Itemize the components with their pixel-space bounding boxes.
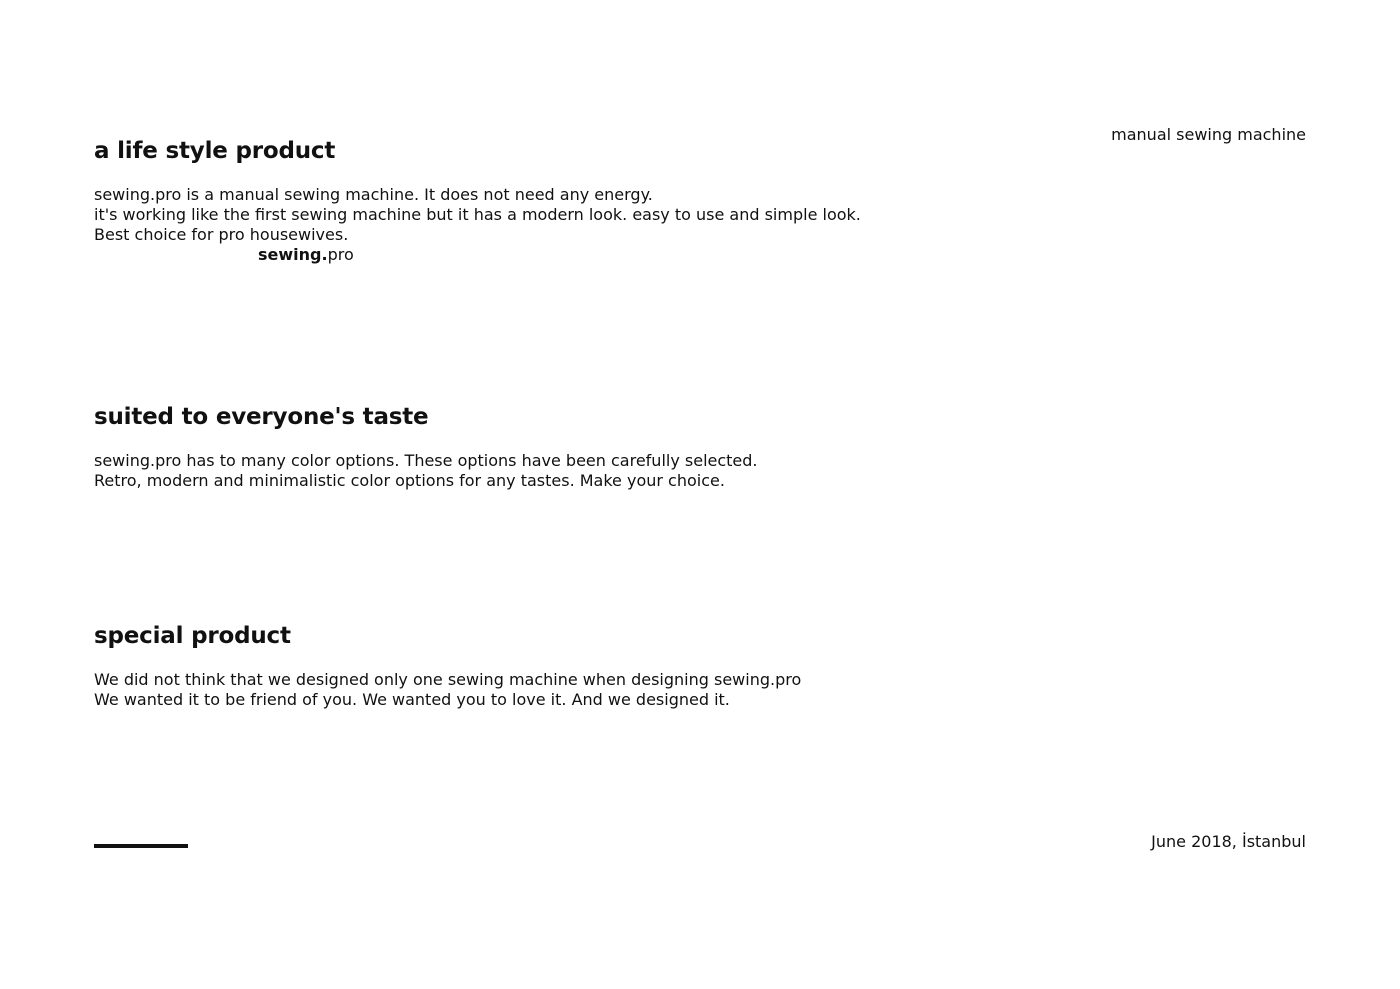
paragraph-line: We did not think that we designed only one sewing machine when designing sewing.pro: [94, 670, 802, 689]
section-body: [94, 451, 994, 491]
brand-signature-regular: pro: [327, 245, 354, 264]
paragraph-line: Best choice for pro housewives.: [94, 225, 349, 244]
document-subtitle: manual sewing machine: [1111, 125, 1306, 144]
section-body: [94, 185, 994, 265]
section-title: a life style product: [94, 138, 336, 164]
section-life-style-product: [94, 137, 994, 265]
section-special-product: [94, 622, 994, 710]
footer-divider: [94, 844, 188, 848]
paragraph-line: We wanted it to be friend of you. We wanted you to love it. And we designed it.: [94, 690, 730, 709]
section-title: suited to everyone's taste: [94, 404, 429, 430]
date-place: June 2018, İstanbul: [1151, 832, 1306, 851]
paragraph-line: Retro, modern and minimalistic color options for any tastes. Make your choice.: [94, 471, 725, 490]
brand-signature-bold: sewing.: [258, 245, 328, 264]
section-suited-to-taste: [94, 403, 994, 491]
paragraph-line: sewing.pro is a manual sewing machine. It does not need any energy.: [94, 185, 653, 204]
section-body: [94, 670, 994, 710]
paragraph-line: it's working like the first sewing machine but it has a modern look. easy to use and simple look.: [94, 205, 861, 224]
brand-signature: [94, 245, 994, 265]
section-title: special product: [94, 623, 291, 649]
paragraph-line: sewing.pro has to many color options. These options have been carefully selected.: [94, 451, 758, 470]
